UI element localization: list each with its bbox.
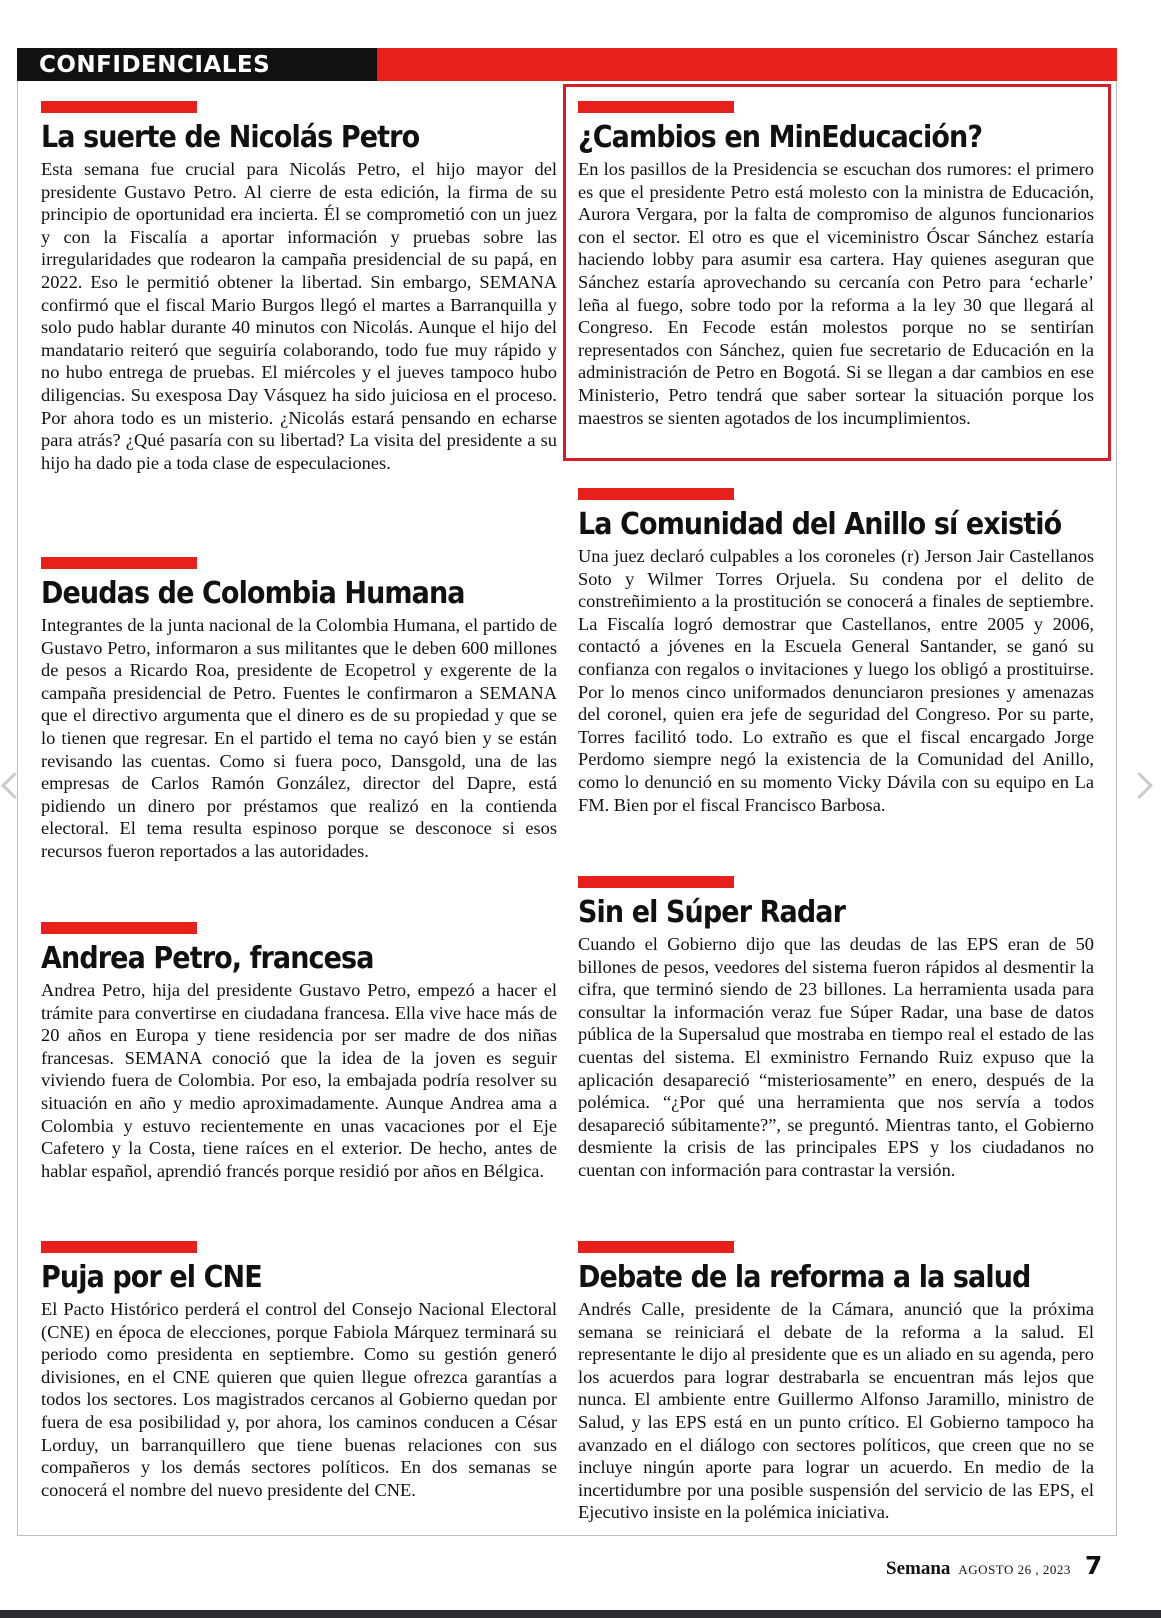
article-body: En los pasillos de la Presidencia se escuchan dos rumores: el primero es que el presidente Petro está molesto con la ministra de Educación, Aurora Vergara, por la falta de compromiso de algunos funcionarios con el sector. El otro es que el viceministro Óscar Sánchez estaría haciendo lobby para asumir esa cartera. Hay quienes aseguran que Sánchez estaría aprovechando su cercanía con Petro para ‘echarle’ leña al fuego, sobre todo por la reforma a la ley 30 que llegará al Congreso. En Fecode están molestos porque no se sentirían representados con Sánchez, quien fue secretario de Educación en la administración de Petro en Bogotá. Si se llegan a dar cambios en ese Ministerio, Petro tendrá que saber sortear la situación porque los maestros se sienten agotados de los incumplimientos. (578, 159, 1094, 428)
article-comunidad-anillo (578, 488, 1094, 816)
viewer-bottom-bar (0, 1610, 1161, 1618)
article-body: Andrés Calle, presidente de la Cámara, anunció que la próxima semana se reiniciará el debate de la reforma a la salud. El representante le dijo al presidente que es un aliado en su agenda, pero los acuerdos para lograr destrabarla se encuentran más lejos que nunca. El ambiente entre Guillermo Alfonso Jaramillo, ministro de Salud, y las EPS está en un punto crítico. El Gobierno tampoco ha avanzado en el diálogo con sectores políticos, que creen que no se incluye ningún aporte para lograr un acuerdo. En medio de la incertidumbre por una posible suspensión del servicio de las EPS, el Ejecutivo insiste en la polémica iniciativa. (578, 1299, 1094, 1523)
article-title: La Comunidad del Anillo sí existió (578, 507, 1062, 542)
article-accent-bar (41, 1241, 197, 1253)
next-page-icon[interactable] (1126, 772, 1153, 799)
section-header-bar (17, 48, 1117, 81)
section-title: CONFIDENCIALES (39, 52, 271, 78)
article-title: Deudas de Colombia Humana (41, 576, 465, 611)
article-cne (41, 1241, 557, 1501)
article-accent-bar (578, 1241, 734, 1253)
article-title: ¿Cambios en MinEducación? (578, 120, 983, 155)
article-accent-bar (578, 876, 734, 888)
article-body: Integrantes de la junta nacional de la Colombia Humana, el partido de Gustavo Petro, informaron a sus militantes que le deben 600 millones de pesos a Ricardo Roa, presidente de Ecopetrol y exgerente de la campaña presidencial de Petro. Fuentes le confirmaron a SEMANA que el directivo argumenta que el dinero es de su propiedad y que se lo tienen que regresar. En el partido el tema no cayó bien y se están revisando las cuentas. Como si fuera poco, Dansgold, una de las empresas de Carlos Ramón González, director del Dapre, está pidiendo un dinero por préstamos que realizó en la contienda electoral. El tema resulta espinoso porque se desconoce si esos recursos fueron reportados a las autoridades. (41, 615, 557, 861)
article-body: Esta semana fue crucial para Nicolás Petro, el hijo mayor del presidente Gustavo Petro. Al cierre de esta edición, la firma de su principio de oportunidad era incierta. Él se comprometió con un juez y con la Fiscalía a aportar información y pruebas sobre las irregularidades que rodearon la campaña presidencial de su papá, en 2022. Eso le permitió obtener la libertad. Sin embargo, SEMANA confirmó que el fiscal Mario Burgos llegó el martes a Barranquilla y solo pudo hablar durante 40 minutos con Nicolás. Aunque el hijo del mandatario reiteró que seguiría colaborando, todo fue muy rápido y no hubo entrega de pruebas. El miércoles y el jueves tampoco hubo diligencias. Su exesposa Day Vásquez ha sido juiciosa en el proceso. Por ahora todo es un misterio. ¿Nicolás estará pensando en echarse para atrás? ¿Qué pasaría con su libertad? La visita del presidente a su hijo ha dado pie a toda clase de especulaciones. (41, 159, 557, 473)
article-title: Puja por el CNE (41, 1260, 262, 1295)
article-body: Cuando el Gobierno dijo que las deudas de las EPS eran de 50 billones de pesos, veedores del sistema fueron rápidos al desmentir la cifra, que terminó siendo de 23 billones. La herramienta usada para consultar la información veraz fue Súper Radar, una base de datos pública de la Supersalud que mostraba en tiempo real el estado de las cuentas del sistema. El exministro Fernando Ruiz expuso que la aplicación desapareció “misteriosamente” en enero, después de la polémica. “¿Por qué una herramienta que nos servía a todos desapareció súbitamente?”, se preguntó. Mientras tanto, el Gobierno desmiente la crisis de las principales EPS y los ciudadanos no cuentan con información para contrastar la versión. (578, 934, 1094, 1180)
article-mineducacion (578, 101, 1094, 429)
article-andrea-petro (41, 922, 557, 1182)
article-nicolas-petro (41, 101, 557, 474)
section-header-red (377, 48, 1117, 81)
article-accent-bar (41, 557, 197, 569)
article-body: Una juez declaró culpables a los coroneles (r) Jerson Jair Castellanos Soto y Wilmer Torres Orjuela. Su condena por el delito de constreñimiento a la prostitución se conocerá a finales de septiembre. La Fiscalía logró demostrar que Castellanos, entre 2005 y 2006, contactó a jóvenes en la Escuela General Santander, se ganó su confianza con regalos o invitaciones y luego los obligó a prostituirse. Por lo menos cinco uniformados denunciaron presiones y amenazas del coronel, quien era jefe de seguridad del Congreso. Por su parte, Torres facilitó todo. Lo extraño es que el fiscal encargado Jorge Perdomo siempre negó la existencia de la Comunidad del Anillo, como lo denunció en su momento Vicky Dávila con su equipo en La FM. Bien por el fiscal Francisco Barbosa. (578, 546, 1094, 815)
article-title: Andrea Petro, francesa (41, 941, 374, 976)
article-title: La suerte de Nicolás Petro (41, 120, 420, 155)
article-super-radar (578, 876, 1094, 1182)
article-body: El Pacto Histórico perderá el control del Consejo Nacional Electoral (CNE) en época de elecciones, porque Fabiola Márquez terminará su periodo como presidenta en septiembre. Como su gestión generó divisiones, en el CNE quieren que quien llegue ofrezca garantías a todos los sectores. Los magistrados cercanos al Gobierno quedan por fuera de esa posibilidad y, por ahora, los caminos conducen a César Lorduy, un barranquillero que tiene buenas relaciones con sus compañeros y los demás sectores políticos. En dos semanas se conocerá el nombre del nuevo presidente del CNE. (41, 1299, 557, 1500)
article-accent-bar (578, 488, 734, 500)
article-accent-bar (578, 101, 734, 113)
page-footer (886, 1551, 1102, 1580)
magazine-name: Semana (886, 1558, 951, 1579)
article-reforma-salud (578, 1241, 1094, 1524)
article-colombia-humana (41, 557, 557, 863)
article-title: Debate de la reforma a la salud (578, 1260, 1031, 1295)
issue-date: AGOSTO 26 , 2023 (958, 1562, 1071, 1577)
article-accent-bar (41, 922, 197, 934)
page-number: 7 (1084, 1551, 1103, 1580)
article-accent-bar (41, 101, 197, 113)
article-body: Andrea Petro, hija del presidente Gustavo Petro, empezó a hacer el trámite para convertirse en ciudadana francesa. Ella vive hace más de 20 años en Europa y tiene residencia por ser madre de dos niñas francesas. SEMANA conoció que la idea de la joven es seguir viviendo fuera de Colombia. Por eso, la embajada podría resolver su situación en año y medio aproximadamente. Aunque Andrea ama a Colombia y estuvo recientemente en unas vacaciones por el Eje Cafetero y la Costa, tiene raíces en el exterior. De hecho, antes de hablar español, aprendió francés porque residió por años en Bélgica. (41, 980, 557, 1181)
article-title: Sin el Súper Radar (578, 895, 845, 930)
